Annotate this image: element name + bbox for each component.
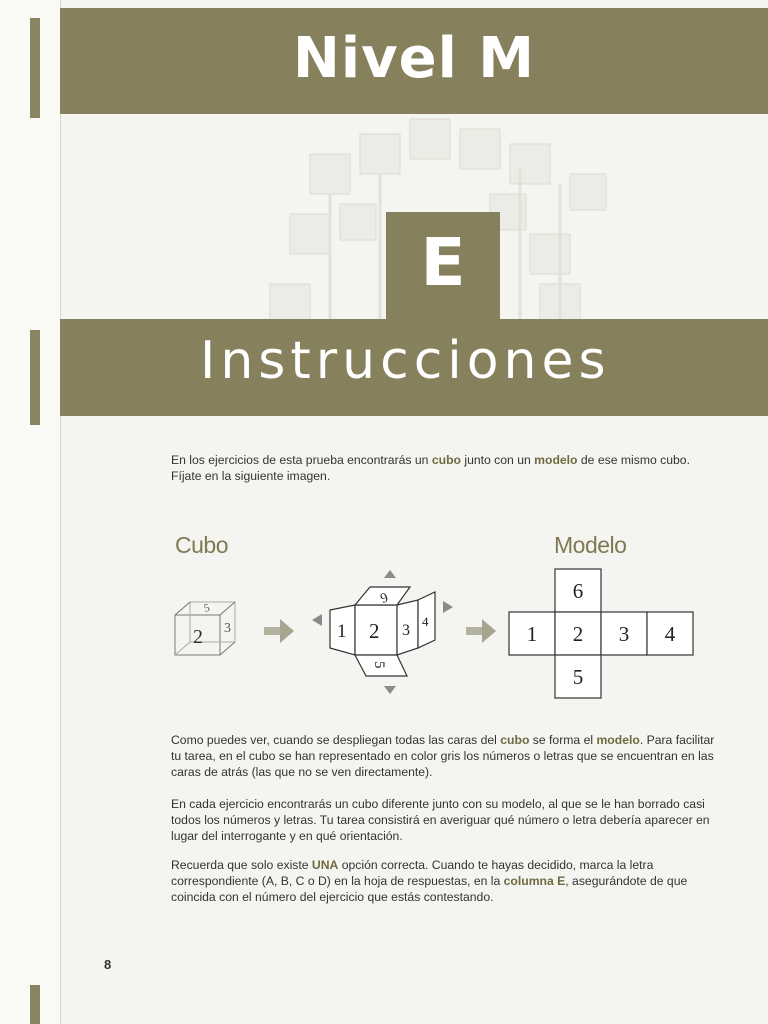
- section-letter-box: [386, 212, 500, 319]
- model-cell-row-4: 4: [664, 622, 676, 646]
- unfold-face-4: 4: [422, 614, 429, 629]
- unfold-face-3: 3: [402, 622, 410, 639]
- task-paragraph: En cada ejercicio encontrarás un cubo diferente junto con su modelo, al que se le han borrado casi todos los números y letras. Tu tarea consistirá en averiguar qué número o letra debería aparecer en lugar del interrogante y en qué orientación.: [171, 797, 710, 843]
- reminder-text-2: opción correcta. Cuando te hayas decidido, marca la letra correspondiente (A, B, C o D) en la hoja de respuestas, en la: [171, 858, 654, 888]
- page-edge-inner: [0, 0, 61, 1024]
- cube-figure: [160, 560, 720, 710]
- cube-caption: Cubo: [175, 532, 228, 558]
- model-cell-row-1: 1: [526, 622, 538, 646]
- explanation-paragraph: [171, 732, 721, 780]
- arrow-icon: [264, 619, 294, 643]
- arrow-icon: [466, 619, 496, 643]
- intro-highlight-modelo: modelo: [534, 453, 578, 467]
- edge-tab-3: [30, 985, 40, 1024]
- cube-face-front: 2: [193, 626, 203, 648]
- cube-face-side: 3: [224, 621, 231, 636]
- intro-text-2: junto con un: [460, 453, 535, 467]
- explanation-highlight-modelo: modelo: [596, 733, 640, 747]
- intro-paragraph: [171, 452, 721, 484]
- unfold-face-5: 5: [371, 661, 387, 669]
- intro-highlight-cubo: cubo: [431, 453, 461, 467]
- title-banner: [60, 8, 768, 114]
- section-letter: E: [420, 224, 466, 301]
- unfold-face-6: 6: [377, 588, 390, 605]
- instructions-banner: [60, 319, 768, 416]
- explanation-text-2: se forma el: [529, 733, 597, 747]
- section-title: Instrucciones: [200, 331, 611, 391]
- page-title: Nivel M: [293, 26, 535, 91]
- edge-tab-1: [30, 18, 40, 118]
- reminder-text-3: , asegurándote de que coincida con el número del ejercicio que estás contestando.: [171, 874, 688, 904]
- page-number: 8: [104, 957, 112, 972]
- model-cell-row-3: 3: [618, 622, 630, 646]
- model-caption: Modelo: [554, 532, 627, 558]
- cube-face-top: 5: [202, 601, 212, 615]
- intro-text-1: En los ejercicios de esta prueba encontrarás un: [171, 453, 432, 467]
- intro-text-3: de ese mismo cubo. Fíjate en la siguiente imagen.: [171, 453, 690, 483]
- unfold-face-2: 2: [369, 619, 380, 643]
- edge-tab-2: [30, 330, 40, 425]
- explanation-text-1: Como puedes ver, cuando se despliegan todas las caras del: [171, 733, 501, 747]
- explanation-text-3: . Para facilitar tu tarea, en el cubo se han representado en color gris los números o letras que se encuentran en las caras de atrás (las que no se ven directamente).: [171, 733, 715, 779]
- unfold-face-1: 1: [337, 621, 347, 642]
- model-cell-top: 6: [572, 579, 584, 603]
- model-cell-bottom: 5: [572, 665, 584, 689]
- reminder-highlight-columna: columna E: [503, 874, 566, 888]
- reminder-highlight-una: UNA: [311, 858, 339, 872]
- explanation-highlight-cubo: cubo: [500, 733, 530, 747]
- reminder-text-1: Recuerda que solo existe: [171, 858, 312, 872]
- model-cell-row-2: 2: [572, 622, 584, 646]
- reminder-paragraph: [171, 857, 721, 905]
